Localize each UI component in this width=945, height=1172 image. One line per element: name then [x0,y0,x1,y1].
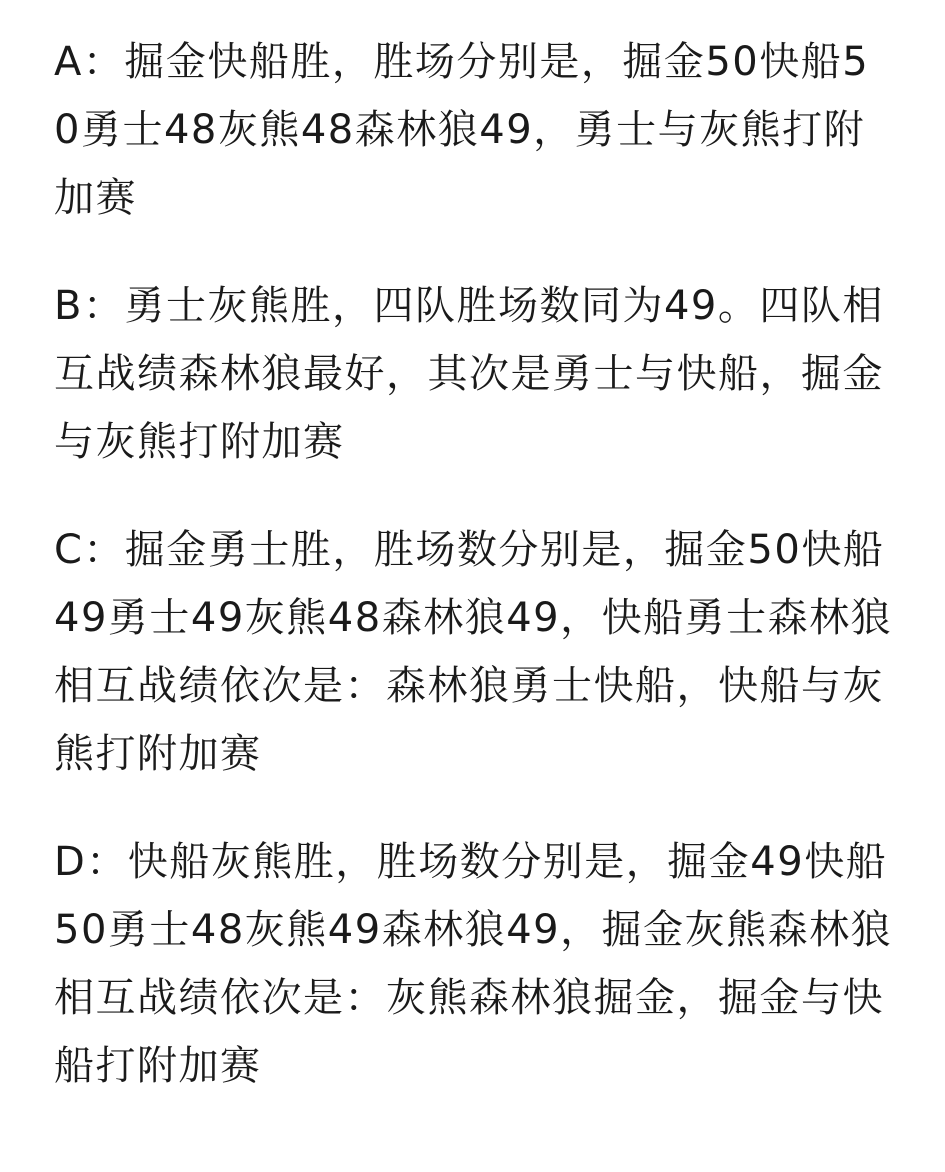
article-body [54,28,896,1140]
option-c-paragraph: C：掘金勇士胜，胜场数分别是，掘金50快船49勇士49灰熊48森林狼49，快船勇士森林狼相互战绩依次是：森林狼勇士快船，快船与灰熊打附加赛 [54,527,893,777]
option-b-paragraph: B：勇士灰熊胜，四队胜场数同为49。四队相互战绩森林狼最好，其次是勇士与快船，掘金与灰熊打附加赛 [54,283,884,465]
option-a-paragraph: A：掘金快船胜，胜场分别是，掘金50快船50勇士48灰熊48森林狼49，勇士与灰熊打附加赛 [54,39,870,221]
option-d-paragraph: D：快船灰熊胜，胜场数分别是，掘金49快船50勇士48灰熊49森林狼49，掘金灰熊森林狼相互战绩依次是：灰熊森林狼掘金，掘金与快船打附加赛 [54,839,893,1089]
